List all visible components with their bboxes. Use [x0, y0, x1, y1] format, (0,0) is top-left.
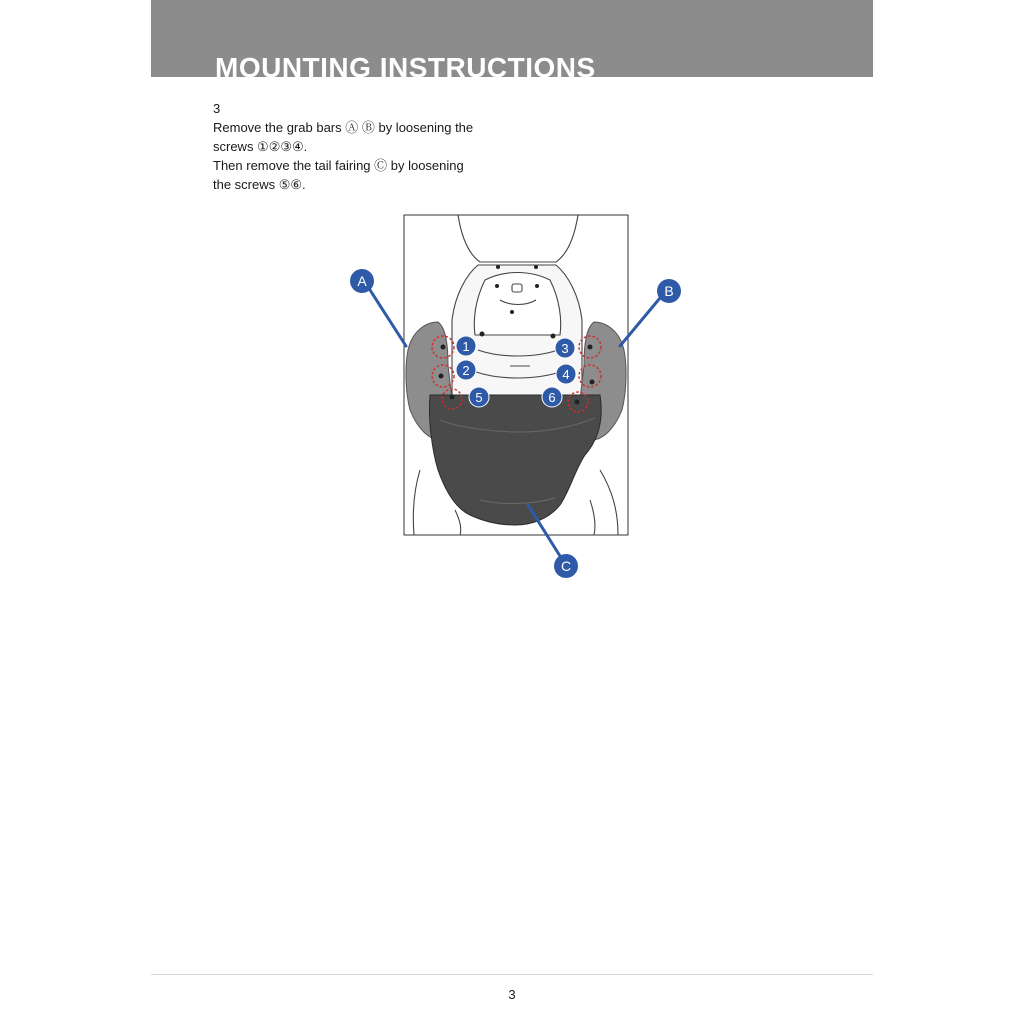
tail-fairing-illustration	[340, 205, 690, 585]
screw-badge-1	[456, 336, 476, 356]
screw-badge-4-label: 4	[562, 367, 570, 382]
step-instructions	[213, 99, 473, 194]
callout-a-label: A	[357, 273, 367, 289]
screw-badge-1-label: 1	[462, 339, 470, 354]
screw-badge-6	[542, 387, 562, 407]
page-title: MOUNTING INSTRUCTIONS	[215, 52, 596, 77]
screw-badge-6-label: 6	[548, 390, 556, 405]
screw-badge-3-label: 3	[561, 341, 569, 356]
instruction-line: Then remove the tail fairing Ⓒ by loosening	[213, 158, 464, 173]
callout-c	[554, 554, 578, 578]
instruction-line: screws ①②③④.	[213, 139, 308, 154]
header-band	[151, 0, 873, 77]
page-number: 3	[508, 987, 516, 1002]
step-number: 3	[213, 101, 221, 116]
callout-a	[350, 269, 374, 293]
screw-badge-3	[555, 338, 575, 358]
callout-b	[657, 279, 681, 303]
callout-b-label: B	[664, 283, 674, 299]
instruction-line: the screws ⑤⑥.	[213, 177, 306, 192]
callout-c-label: C	[560, 558, 572, 574]
screw-badge-5	[469, 387, 489, 407]
screw-badge-2-label: 2	[462, 363, 470, 378]
screw-badge-5-label: 5	[475, 390, 483, 405]
screw-badge-4	[556, 364, 576, 384]
instruction-line: Remove the grab bars Ⓐ Ⓑ by loosening the	[213, 120, 474, 135]
footer-divider	[151, 974, 873, 975]
screw-badge-2	[456, 360, 476, 380]
